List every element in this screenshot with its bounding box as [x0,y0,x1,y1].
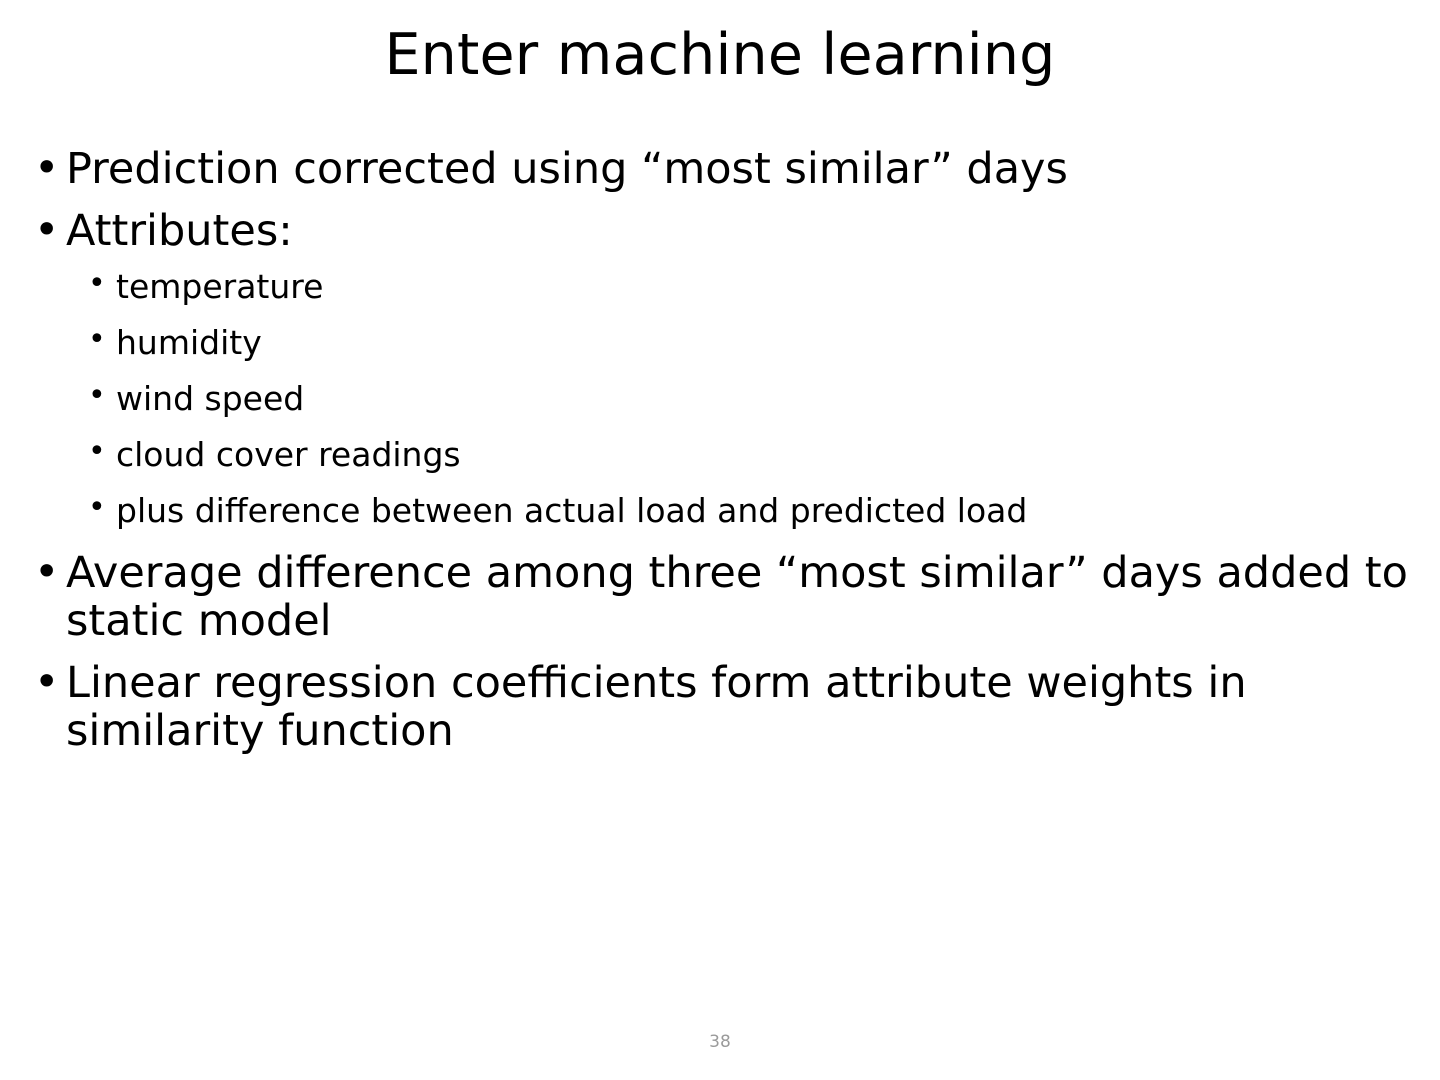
bullet-sublist-holder [34,269,1410,530]
bullet-item-wind-speed [88,378,1410,418]
bullet-item-attributes [34,207,1410,255]
bullet-item-average-difference [34,549,1410,645]
slide-body [0,145,1440,756]
bullet-text: wind speed [116,378,305,418]
bullet-item-cloud-cover-readings [88,434,1410,474]
bullet-item-linear-regression [34,659,1410,755]
bullet-text: humidity [116,322,262,362]
bullet-text: plus difference between actual load and predicted load [116,490,1028,530]
bullet-text: • Average difference among three “most similar” days added to static model [66,547,1408,646]
bullet-text: • Linear regression coefficients form attribute weights in similarity function [66,658,1247,757]
bullet-list-level-1 [34,145,1410,756]
page-title: Enter machine learning [384,22,1056,88]
page-number: 38 [709,1032,731,1052]
bullet-text: • Prediction corrected using “most similar” days [66,143,1068,194]
bullet-item-humidity [88,322,1410,362]
bullet-item-temperature [88,269,1410,306]
bullet-text: cloud cover readings [116,434,461,474]
bullet-item-prediction-corrected [34,145,1410,193]
bullet-text: temperature [116,267,324,306]
bullet-list-level-2 [34,269,1410,530]
bullet-item-load-difference [88,490,1410,530]
bullet-text: • Attributes: [66,205,293,256]
